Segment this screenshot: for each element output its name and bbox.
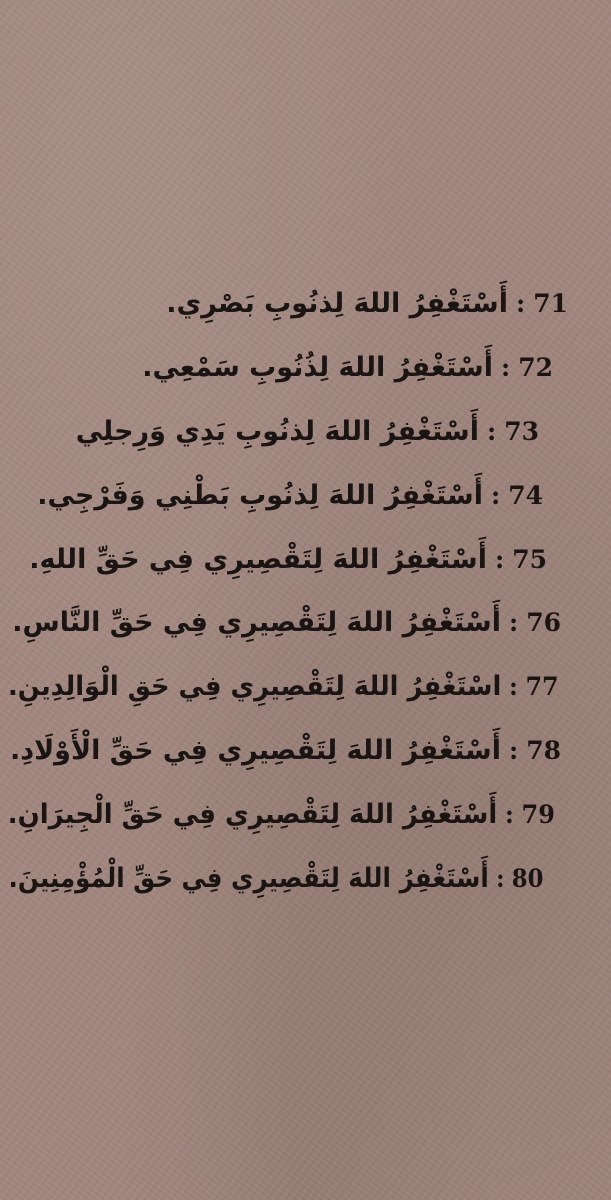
- item-separator: :: [494, 544, 505, 574]
- list-item: [0, 857, 611, 921]
- item-number: 73: [504, 416, 539, 446]
- list-item: [0, 538, 611, 602]
- item-text: أَسْتَغْفِرُ اللهَ لِتَقْصِيرِي فِي حَقِّ الْأَوْلَادِ.: [9, 735, 501, 767]
- item-separator: :: [508, 736, 519, 766]
- item-number: 72: [518, 352, 553, 382]
- item-text: أَسْتَغْفِرُ اللهَ لِتَقْصِيرِي فِي حَقِّ الْجِيرَانِ.: [7, 799, 498, 831]
- item-separator: :: [495, 864, 505, 894]
- item-separator: :: [509, 672, 519, 702]
- list-item: [0, 665, 611, 729]
- item-number: 75: [512, 544, 547, 574]
- item-number: 76: [526, 608, 561, 638]
- item-separator: :: [508, 608, 519, 638]
- item-text: أَسْتَغْفِرُ اللهَ لِذُنُوبِ سَمْعِي.: [142, 351, 493, 383]
- list-item: [0, 282, 611, 346]
- item-text: أَسْتَغْفِرُ اللهَ لِذنُوبِ بَطْنِي وَفَرْجِي.: [37, 479, 483, 511]
- item-number: 77: [525, 672, 559, 702]
- item-separator: :: [486, 416, 497, 446]
- item-text: أَسْتَغْفِرُ اللهَ لِتَقْصِيرِي فِي حَقِّ النَّاسِ.: [12, 607, 501, 639]
- item-number: 71: [533, 289, 568, 318]
- item-text: أَسْتَغْفِرُ اللهَ لِذنُوبِ يَدِي وَرِجلِي: [75, 415, 479, 447]
- istighfar-list: [0, 282, 611, 921]
- item-number: 79: [521, 800, 555, 830]
- item-text: أَسْتَغْفِرُ اللهَ لِذنُوبِ بَصْرِي.: [166, 288, 508, 319]
- list-item: [0, 601, 611, 665]
- list-item: [0, 793, 611, 857]
- item-separator: :: [515, 289, 526, 318]
- item-separator: :: [490, 480, 501, 510]
- item-number: 80: [511, 864, 543, 894]
- list-item: [0, 729, 611, 793]
- list-item: [0, 474, 611, 538]
- list-item: [0, 410, 611, 474]
- item-separator: :: [505, 800, 514, 830]
- item-text: اسْتَغْفِرُ اللهَ لِتَقْصِيرِي فِي حَقِ الْوَالِدِينِ.: [8, 671, 502, 703]
- item-number: 74: [508, 480, 543, 510]
- item-text: أَسْتَغْفِرُ اللهَ لِتَقْصِيرِي فِي حَقِّ الْمُؤْمِنِينَ.: [8, 863, 489, 895]
- list-item: [0, 346, 611, 410]
- item-separator: :: [500, 352, 511, 382]
- item-text: أَسْتَغْفِرُ اللهَ لِتَقْصِيرِي فِي حَقِّ اللهِ.: [29, 543, 487, 575]
- item-number: 78: [526, 736, 561, 766]
